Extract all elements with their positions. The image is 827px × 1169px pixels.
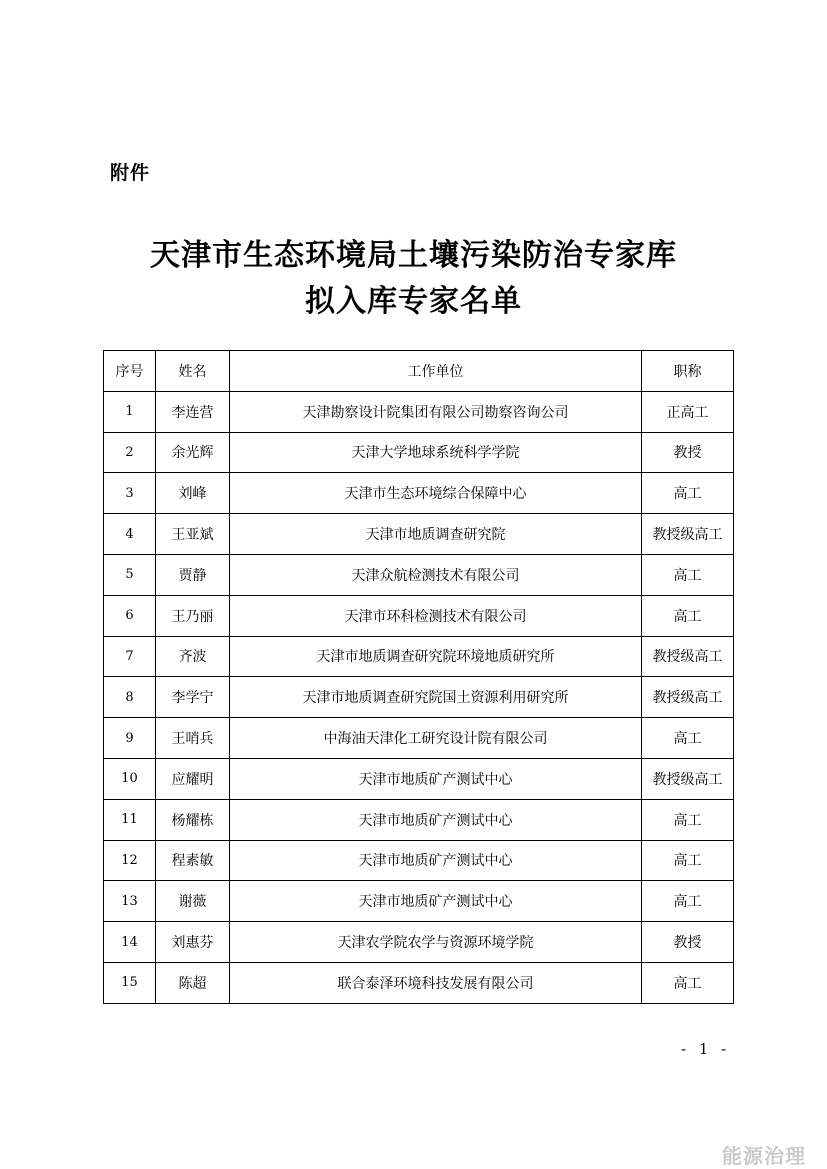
cell-index: 5 [104, 554, 156, 595]
cell-title: 高工 [642, 881, 734, 922]
cell-index: 14 [104, 922, 156, 963]
cell-name: 贾静 [156, 554, 230, 595]
cell-name: 谢薇 [156, 881, 230, 922]
cell-title: 教授级高工 [642, 636, 734, 677]
cell-name: 李连营 [156, 391, 230, 432]
table-body [104, 391, 734, 1003]
cell-title: 高工 [642, 799, 734, 840]
column-header-index: 序号 [104, 351, 156, 392]
table-row [104, 718, 734, 759]
cell-index: 7 [104, 636, 156, 677]
table-header-row [104, 351, 734, 392]
cell-index: 12 [104, 840, 156, 881]
cell-name: 陈超 [156, 962, 230, 1003]
cell-workplace: 天津农学院农学与资源环境学院 [230, 922, 642, 963]
cell-index: 11 [104, 799, 156, 840]
cell-name: 齐波 [156, 636, 230, 677]
table-row [104, 799, 734, 840]
cell-name: 余光辉 [156, 432, 230, 473]
cell-workplace: 天津勘察设计院集团有限公司勘察咨询公司 [230, 391, 642, 432]
cell-title: 高工 [642, 840, 734, 881]
table-row [104, 636, 734, 677]
table-row [104, 514, 734, 555]
cell-workplace: 天津大学地球系统科学学院 [230, 432, 642, 473]
table-row [104, 758, 734, 799]
cell-index: 9 [104, 718, 156, 759]
cell-workplace: 天津市地质矿产测试中心 [230, 881, 642, 922]
cell-name: 王哨兵 [156, 718, 230, 759]
cell-workplace: 联合泰泽环境科技发展有限公司 [230, 962, 642, 1003]
cell-title: 教授级高工 [642, 677, 734, 718]
cell-index: 1 [104, 391, 156, 432]
cell-title: 正高工 [642, 391, 734, 432]
cell-workplace: 天津众航检测技术有限公司 [230, 554, 642, 595]
cell-name: 刘惠芬 [156, 922, 230, 963]
cell-title: 高工 [642, 595, 734, 636]
cell-name: 李学宁 [156, 677, 230, 718]
cell-workplace: 天津市地质矿产测试中心 [230, 840, 642, 881]
cell-workplace: 天津市地质矿产测试中心 [230, 799, 642, 840]
cell-workplace: 天津市环科检测技术有限公司 [230, 595, 642, 636]
cell-index: 2 [104, 432, 156, 473]
cell-workplace: 天津市地质矿产测试中心 [230, 758, 642, 799]
cell-title: 教授 [642, 432, 734, 473]
cell-title: 教授级高工 [642, 514, 734, 555]
expert-list-table [103, 350, 734, 1004]
cell-title: 教授级高工 [642, 758, 734, 799]
cell-workplace: 中海油天津化工研究设计院有限公司 [230, 718, 642, 759]
cell-index: 8 [104, 677, 156, 718]
cell-title: 高工 [642, 962, 734, 1003]
watermark-text: 能源治理 [722, 1144, 806, 1168]
document-title-line-1: 天津市生态环境局土壤污染防治专家库 [150, 238, 677, 273]
cell-index: 6 [104, 595, 156, 636]
column-header-name: 姓名 [156, 351, 230, 392]
table-row [104, 881, 734, 922]
table-row [104, 677, 734, 718]
document-title-line-2: 拟入库专家名单 [305, 284, 522, 319]
column-header-workplace: 工作单位 [230, 351, 642, 392]
attachment-label: 附件 [110, 162, 151, 184]
page-number: - 1 - [681, 1040, 731, 1058]
cell-title: 高工 [642, 718, 734, 759]
cell-index: 13 [104, 881, 156, 922]
cell-index: 4 [104, 514, 156, 555]
table-row [104, 554, 734, 595]
cell-workplace: 天津市地质调查研究院 [230, 514, 642, 555]
cell-name: 王亚斌 [156, 514, 230, 555]
column-header-title: 职称 [642, 351, 734, 392]
cell-workplace: 天津市地质调查研究院环境地质研究所 [230, 636, 642, 677]
cell-name: 应耀明 [156, 758, 230, 799]
cell-name: 杨耀栋 [156, 799, 230, 840]
table-row [104, 432, 734, 473]
cell-title: 教授 [642, 922, 734, 963]
cell-index: 10 [104, 758, 156, 799]
cell-name: 王乃丽 [156, 595, 230, 636]
table-row [104, 391, 734, 432]
table-row [104, 473, 734, 514]
cell-name: 程素敏 [156, 840, 230, 881]
table-row [104, 962, 734, 1003]
cell-workplace: 天津市生态环境综合保障中心 [230, 473, 642, 514]
cell-index: 15 [104, 962, 156, 1003]
table-row [104, 840, 734, 881]
cell-name: 刘峰 [156, 473, 230, 514]
table-row [104, 595, 734, 636]
cell-title: 高工 [642, 554, 734, 595]
cell-workplace: 天津市地质调查研究院国土资源利用研究所 [230, 677, 642, 718]
table-row [104, 922, 734, 963]
cell-title: 高工 [642, 473, 734, 514]
cell-index: 3 [104, 473, 156, 514]
